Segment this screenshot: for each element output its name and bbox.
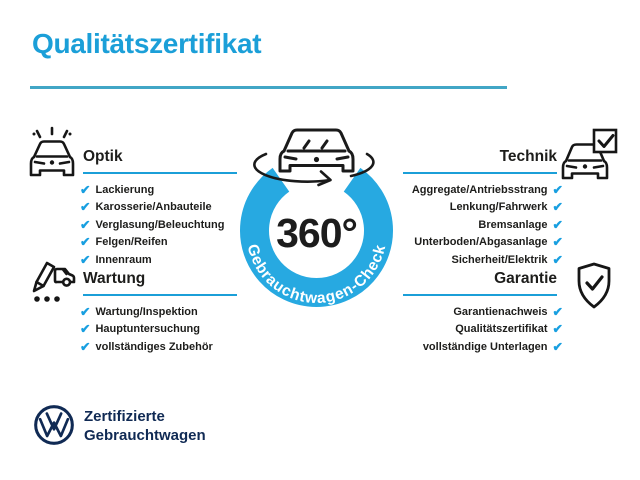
check-icon: ✔	[552, 182, 563, 197]
section-heading-optik: Optik	[83, 148, 237, 174]
list-item-label: Bremsanlage	[478, 218, 548, 231]
list-item-label: Garantienachweis	[453, 305, 548, 318]
list-item-label: Unterboden/Abgasanlage	[414, 236, 548, 249]
check-icon: ✔	[552, 217, 563, 232]
list-item	[80, 338, 300, 356]
list-item-label: Karosserie/Anbauteile	[95, 201, 212, 214]
check-icon: ✔	[80, 252, 91, 267]
list-item-label: Innenraum	[95, 253, 152, 266]
list-item-label: Lackierung	[95, 183, 155, 196]
list-item-label: Aggregate/Antriebsstrang	[411, 183, 548, 196]
list-item-label: Verglasung/Beleuchtung	[95, 218, 225, 231]
title-divider	[30, 86, 507, 89]
service-checklist-icon	[25, 256, 77, 306]
360-label: 360°	[276, 210, 357, 256]
list-item	[343, 338, 563, 356]
page-title: Qualitätszertifikat	[32, 28, 262, 59]
list-item	[343, 321, 563, 339]
list-item-label: Sicherheit/Elektrik	[451, 253, 548, 266]
check-icon: ✔	[552, 322, 563, 336]
vw-logo	[33, 404, 75, 446]
list-item-label: vollständiges Zubehör	[95, 340, 213, 353]
footer-claim-line2: Gebrauchtwagen	[84, 426, 206, 444]
list-item	[80, 321, 300, 339]
check-icon: ✔	[80, 339, 91, 354]
list-item-label: Wartung/Inspektion	[95, 305, 198, 318]
list-item-label: Lenkung/Fahrwerk	[449, 201, 548, 214]
check-icon: ✔	[552, 304, 563, 319]
check-icon: ✔	[552, 252, 563, 267]
check-icon: ✔	[80, 217, 91, 232]
list-item-label: Qualitätszertifikat	[455, 323, 548, 336]
check-icon: ✔	[80, 235, 91, 249]
section-heading-technik: Technik	[403, 148, 557, 174]
shield-check-icon	[573, 261, 615, 311]
check-icon: ✔	[80, 322, 91, 336]
check-icon: ✔	[552, 235, 563, 249]
check-icon: ✔	[80, 304, 91, 319]
ring-label: Gebrauchtwagen-Check	[243, 242, 390, 308]
list-item-label: Hauptuntersuchung	[95, 323, 200, 336]
check-icon: ✔	[552, 339, 563, 354]
footer-claim-line1: Zertifizierte	[84, 408, 165, 425]
list-item-label: Felgen/Reifen	[95, 236, 168, 249]
footer-claim	[84, 408, 206, 445]
check-icon: ✔	[80, 182, 91, 197]
list-item-label: vollständige Unterlagen	[422, 340, 548, 353]
car-checkbox-icon	[558, 128, 620, 180]
check-icon: ✔	[552, 200, 563, 214]
check-icon: ✔	[80, 200, 91, 214]
360-check-badge	[230, 118, 410, 318]
car-shine-icon	[25, 126, 79, 178]
section-heading-garantie: Garantie	[403, 270, 557, 296]
section-heading-wartung: Wartung	[83, 270, 237, 296]
